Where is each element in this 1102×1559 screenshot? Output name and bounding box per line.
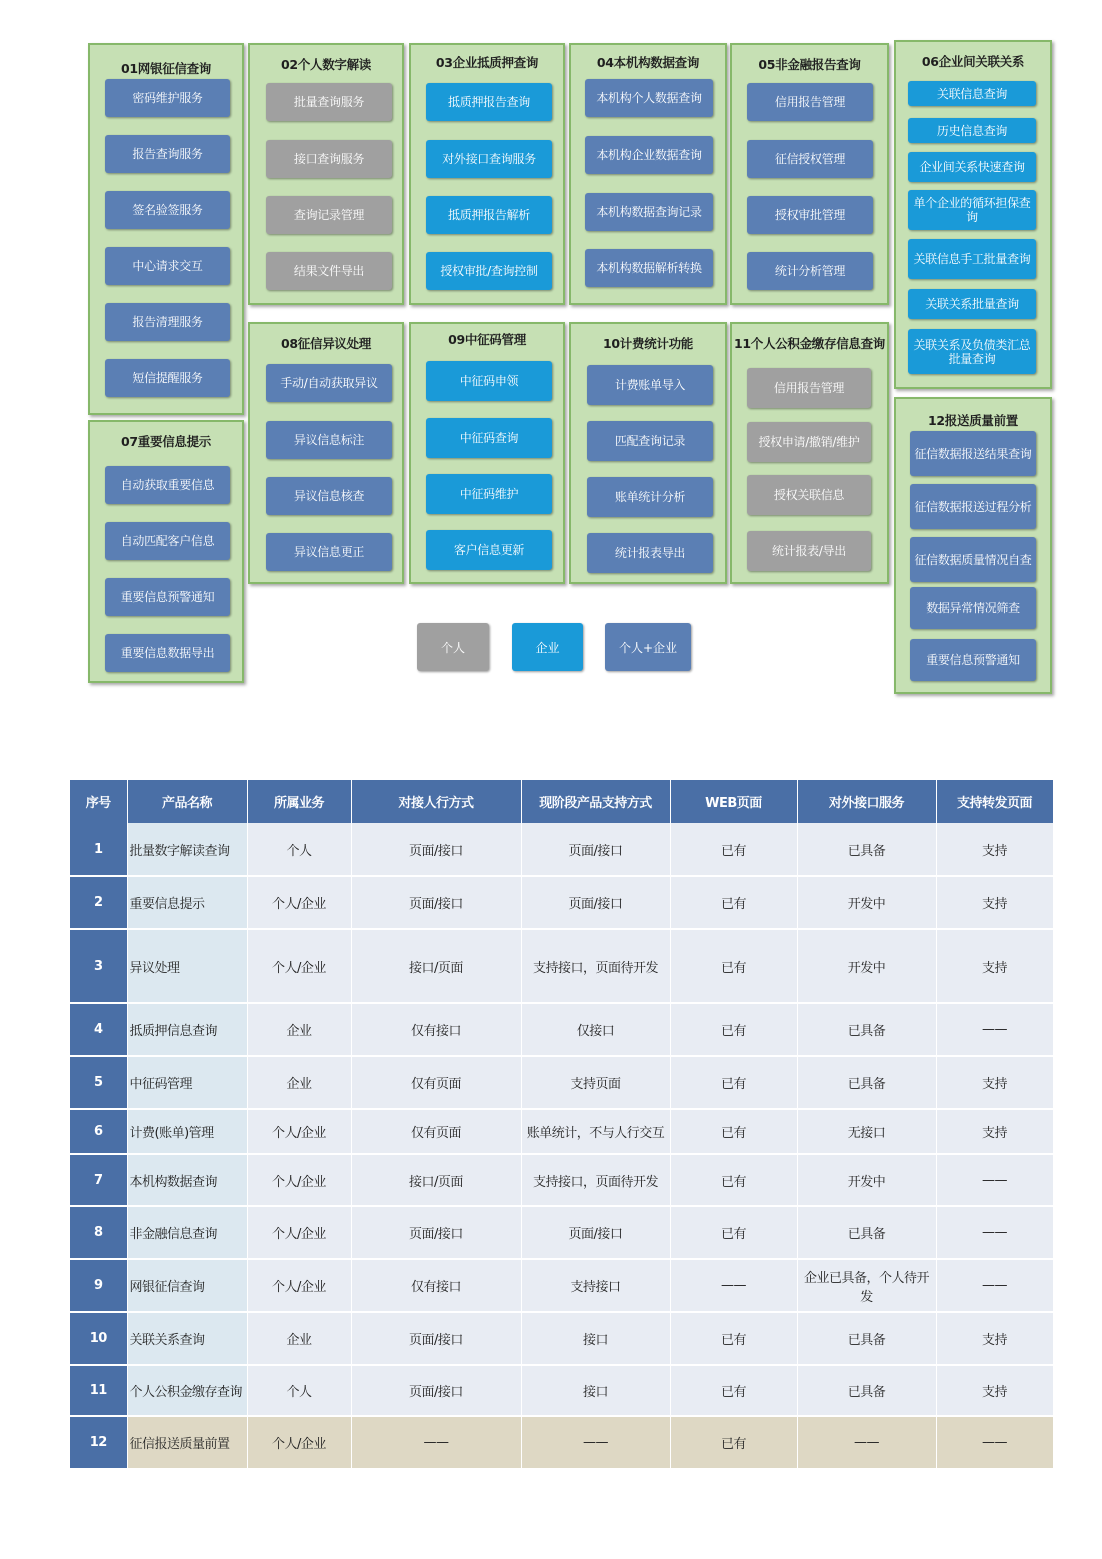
col-product-name-cell: 关联关系查询 <box>127 1312 247 1365</box>
function-item[interactable]: 授权申请/撤销/维护 <box>747 422 871 462</box>
table-row <box>70 1109 1053 1154</box>
col-web-page-cell: 已有 <box>670 1365 797 1416</box>
col-business-cell: 个人 <box>247 1365 351 1416</box>
legend-item-both: 个人+企业 <box>605 623 691 671</box>
function-item[interactable]: 数据异常情况筛查 <box>910 587 1036 629</box>
function-item[interactable]: 统计报表/导出 <box>747 531 871 571</box>
col-connection-cell: 页面/接口 <box>351 876 521 929</box>
col-index-cell: 7 <box>70 1154 127 1206</box>
panel-p02 <box>248 43 404 305</box>
table-row <box>70 1312 1053 1365</box>
panel-p03 <box>409 43 565 305</box>
header-col-index: 序号 <box>70 780 127 823</box>
col-api-service-cell: 已具备 <box>797 1003 936 1056</box>
col-connection-cell: 仅有页面 <box>351 1109 521 1154</box>
function-item[interactable]: 异议信息核查 <box>266 477 392 515</box>
panel-p01 <box>88 43 244 415</box>
col-business-cell: 企业 <box>247 1003 351 1056</box>
col-index-cell: 5 <box>70 1056 127 1109</box>
col-support-mode-cell: 支持页面 <box>521 1056 670 1109</box>
col-api-service-cell: 已具备 <box>797 1312 936 1365</box>
col-api-service-cell: 开发中 <box>797 929 936 1003</box>
col-web-page-cell: 已有 <box>670 1003 797 1056</box>
function-item[interactable]: 抵质押报告解析 <box>426 196 552 234</box>
col-connection-cell: 页面/接口 <box>351 1312 521 1365</box>
panel-p06 <box>894 40 1052 389</box>
function-item[interactable]: 中心请求交互 <box>105 247 230 285</box>
col-forward-page-cell: 支持 <box>936 1365 1053 1416</box>
function-item[interactable]: 重要信息数据导出 <box>105 634 230 672</box>
col-connection-cell: 仅有接口 <box>351 1003 521 1056</box>
function-item[interactable]: 关联关系批量查询 <box>908 289 1036 319</box>
function-item[interactable]: 中征码维护 <box>426 474 552 514</box>
col-forward-page-cell: 支持 <box>936 929 1053 1003</box>
table-header-row <box>70 780 1053 823</box>
col-business-cell: 个人/企业 <box>247 1154 351 1206</box>
function-item[interactable]: 统计分析管理 <box>747 252 873 290</box>
col-index-cell: 11 <box>70 1365 127 1416</box>
col-forward-page-cell: —— <box>936 1154 1053 1206</box>
col-forward-page-cell: —— <box>936 1259 1053 1312</box>
col-index-cell: 8 <box>70 1206 127 1259</box>
panel-p07 <box>88 420 244 683</box>
panel-p08 <box>248 322 404 584</box>
col-support-mode-cell: 支持接口，页面待开发 <box>521 929 670 1003</box>
col-support-mode-cell: 账单统计，不与人行交互 <box>521 1109 670 1154</box>
function-item[interactable]: 账单统计分析 <box>587 477 713 517</box>
col-connection-cell: 接口/页面 <box>351 929 521 1003</box>
col-web-page-cell: 已有 <box>670 1154 797 1206</box>
table-row <box>70 1259 1053 1312</box>
function-item[interactable]: 对外接口查询服务 <box>426 140 552 178</box>
col-web-page-cell: 已有 <box>670 1312 797 1365</box>
col-web-page-cell: 已有 <box>670 1416 797 1469</box>
col-product-name-cell: 异议处理 <box>127 929 247 1003</box>
function-item[interactable]: 批量查询服务 <box>266 83 392 121</box>
function-item[interactable]: 重要信息预警通知 <box>910 639 1036 681</box>
col-web-page-cell: 已有 <box>670 1056 797 1109</box>
panel-title: 10计费统计功能 <box>603 336 693 351</box>
col-connection-cell: 页面/接口 <box>351 1365 521 1416</box>
col-business-cell: 个人/企业 <box>247 1206 351 1259</box>
col-forward-page-cell: —— <box>936 1416 1053 1469</box>
function-item[interactable]: 征信数据报送过程分析 <box>910 484 1036 529</box>
col-business-cell: 个人 <box>247 823 351 876</box>
col-forward-page-cell: 支持 <box>936 1312 1053 1365</box>
legend-item-personal: 个人 <box>417 623 489 671</box>
panel-title: 12报送质量前置 <box>928 413 1018 428</box>
function-item[interactable]: 结果文件导出 <box>266 252 392 290</box>
panel-title: 11个人公积金缴存信息查询 <box>734 336 885 351</box>
panel-title: 07重要信息提示 <box>121 434 211 449</box>
function-item[interactable]: 关联信息查询 <box>908 81 1036 106</box>
col-connection-cell: 仅有接口 <box>351 1259 521 1312</box>
col-business-cell: 个人/企业 <box>247 929 351 1003</box>
col-api-service-cell: 开发中 <box>797 876 936 929</box>
function-item[interactable]: 抵质押报告查询 <box>426 83 552 121</box>
header-col-business: 所属业务 <box>247 780 351 823</box>
function-item[interactable]: 信用报告管理 <box>747 83 873 121</box>
panel-title: 06企业间关联关系 <box>921 54 1025 69</box>
col-index-cell: 9 <box>70 1259 127 1312</box>
function-item[interactable]: 征信数据质量情况自查 <box>910 537 1036 582</box>
header-col-support-mode: 现阶段产品支持方式 <box>521 780 670 823</box>
product-table <box>70 780 1054 1470</box>
panel-title: 04本机构数据查询 <box>596 55 700 70</box>
function-item[interactable]: 报告清理服务 <box>105 303 230 341</box>
col-connection-cell: 仅有页面 <box>351 1056 521 1109</box>
panel-p12 <box>894 397 1052 694</box>
col-support-mode-cell: —— <box>521 1416 670 1469</box>
table-row <box>70 1056 1053 1109</box>
col-index-cell: 12 <box>70 1416 127 1469</box>
col-api-service-cell: 已具备 <box>797 823 936 876</box>
function-item[interactable]: 匹配查询记录 <box>587 421 713 461</box>
function-item[interactable]: 授权审批/查询控制 <box>426 252 552 290</box>
function-item[interactable]: 报告查询服务 <box>105 135 230 173</box>
col-forward-page-cell: 支持 <box>936 823 1053 876</box>
col-api-service-cell: —— <box>797 1416 936 1469</box>
function-item[interactable]: 本机构数据解析转换 <box>585 249 713 287</box>
function-item[interactable]: 异议信息标注 <box>266 421 392 459</box>
table-row <box>70 876 1053 929</box>
function-item[interactable]: 密码维护服务 <box>105 79 230 117</box>
col-support-mode-cell: 接口 <box>521 1365 670 1416</box>
panel-title: 02个人数字解读 <box>281 57 371 72</box>
col-connection-cell: 页面/接口 <box>351 823 521 876</box>
col-business-cell: 企业 <box>247 1312 351 1365</box>
function-item[interactable]: 征信数据报送结果查询 <box>910 431 1036 476</box>
function-item[interactable]: 授权审批管理 <box>747 196 873 234</box>
function-item[interactable]: 关联关系及负债类汇总批量查询 <box>908 329 1036 374</box>
function-item[interactable]: 征信授权管理 <box>747 140 873 178</box>
function-item[interactable]: 本机构个人数据查询 <box>585 79 713 117</box>
col-web-page-cell: 已有 <box>670 929 797 1003</box>
header-col-forward-page: 支持转发页面 <box>936 780 1053 823</box>
table-row <box>70 929 1053 1003</box>
panel-p09 <box>409 322 565 584</box>
table-row <box>70 1416 1053 1469</box>
table-row <box>70 1003 1053 1056</box>
col-forward-page-cell: 支持 <box>936 1109 1053 1154</box>
function-item[interactable]: 本机构企业数据查询 <box>585 136 713 174</box>
function-item[interactable]: 计费账单导入 <box>587 365 713 405</box>
function-item[interactable]: 历史信息查询 <box>908 118 1036 143</box>
col-web-page-cell: 已有 <box>670 1206 797 1259</box>
panel-p11 <box>730 322 889 584</box>
function-item[interactable]: 异议信息更正 <box>266 533 392 571</box>
col-business-cell: 个人/企业 <box>247 1109 351 1154</box>
function-item[interactable]: 中征码申领 <box>426 361 552 401</box>
header-col-api-service: 对外接口服务 <box>797 780 936 823</box>
col-support-mode-cell: 页面/接口 <box>521 876 670 929</box>
col-connection-cell: 页面/接口 <box>351 1206 521 1259</box>
header-col-web-page: WEB页面 <box>670 780 797 823</box>
function-item[interactable]: 中征码查询 <box>426 418 552 458</box>
col-business-cell: 个人/企业 <box>247 1416 351 1469</box>
col-forward-page-cell: —— <box>936 1206 1053 1259</box>
panel-p04 <box>569 43 727 305</box>
function-item[interactable]: 重要信息预警通知 <box>105 578 230 616</box>
col-business-cell: 个人/企业 <box>247 1259 351 1312</box>
col-product-name-cell: 重要信息提示 <box>127 876 247 929</box>
header-col-connection: 对接人行方式 <box>351 780 521 823</box>
col-index-cell: 3 <box>70 929 127 1003</box>
col-web-page-cell: 已有 <box>670 1109 797 1154</box>
panel-title: 08征信异议处理 <box>281 336 371 351</box>
panel-p10 <box>569 322 727 584</box>
col-support-mode-cell: 支持接口 <box>521 1259 670 1312</box>
col-product-name-cell: 征信报送质量前置 <box>127 1416 247 1469</box>
function-item[interactable]: 授权关联信息 <box>747 475 871 515</box>
function-item[interactable]: 统计报表导出 <box>587 533 713 573</box>
col-forward-page-cell: —— <box>936 1003 1053 1056</box>
function-item[interactable]: 自动获取重要信息 <box>105 466 230 504</box>
function-item[interactable]: 企业间关系快速查询 <box>908 152 1036 182</box>
col-product-name-cell: 个人公积金缴存查询 <box>127 1365 247 1416</box>
col-connection-cell: —— <box>351 1416 521 1469</box>
col-index-cell: 6 <box>70 1109 127 1154</box>
col-support-mode-cell: 支持接口，页面待开发 <box>521 1154 670 1206</box>
col-business-cell: 个人/企业 <box>247 876 351 929</box>
col-support-mode-cell: 接口 <box>521 1312 670 1365</box>
col-product-name-cell: 批量数字解读查询 <box>127 823 247 876</box>
col-api-service-cell: 已具备 <box>797 1206 936 1259</box>
panel-title: 09中征码管理 <box>448 332 526 347</box>
col-index-cell: 1 <box>70 823 127 876</box>
col-web-page-cell: —— <box>670 1259 797 1312</box>
col-forward-page-cell: 支持 <box>936 1056 1053 1109</box>
col-product-name-cell: 网银征信查询 <box>127 1259 247 1312</box>
col-forward-page-cell: 支持 <box>936 876 1053 929</box>
function-item[interactable]: 单个企业的循环担保查询 <box>908 190 1036 230</box>
col-index-cell: 10 <box>70 1312 127 1365</box>
col-support-mode-cell: 页面/接口 <box>521 1206 670 1259</box>
col-support-mode-cell: 仅接口 <box>521 1003 670 1056</box>
function-item[interactable]: 手动/自动获取异议 <box>266 364 392 402</box>
col-api-service-cell: 开发中 <box>797 1154 936 1206</box>
function-item[interactable]: 短信提醒服务 <box>105 359 230 397</box>
function-item[interactable]: 自动匹配客户信息 <box>105 522 230 560</box>
col-api-service-cell: 企业已具备，个人待开发 <box>797 1259 936 1312</box>
panel-p05 <box>730 43 889 305</box>
col-product-name-cell: 非金融信息查询 <box>127 1206 247 1259</box>
table-row <box>70 1206 1053 1259</box>
col-business-cell: 企业 <box>247 1056 351 1109</box>
panel-title: 03企业抵质押查询 <box>435 55 539 70</box>
legend-item-enterprise: 企业 <box>512 623 583 671</box>
function-item[interactable]: 信用报告管理 <box>747 368 871 408</box>
col-product-name-cell: 计费(账单)管理 <box>127 1109 247 1154</box>
function-item[interactable]: 本机构数据查询记录 <box>585 193 713 231</box>
col-product-name-cell: 中征码管理 <box>127 1056 247 1109</box>
col-index-cell: 4 <box>70 1003 127 1056</box>
function-item[interactable]: 关联信息手工批量查询 <box>908 239 1036 279</box>
panel-title: 05非金融报告查询 <box>758 57 861 72</box>
col-product-name-cell: 抵质押信息查询 <box>127 1003 247 1056</box>
table-row <box>70 823 1053 876</box>
table-row <box>70 1154 1053 1206</box>
col-index-cell: 2 <box>70 876 127 929</box>
panel-title: 01网银征信查询 <box>121 61 211 76</box>
col-support-mode-cell: 页面/接口 <box>521 823 670 876</box>
function-item[interactable]: 查询记录管理 <box>266 196 392 234</box>
col-connection-cell: 接口/页面 <box>351 1154 521 1206</box>
function-item[interactable]: 签名验签服务 <box>105 191 230 229</box>
col-web-page-cell: 已有 <box>670 876 797 929</box>
col-api-service-cell: 已具备 <box>797 1056 936 1109</box>
col-product-name-cell: 本机构数据查询 <box>127 1154 247 1206</box>
header-col-product-name: 产品名称 <box>127 780 247 823</box>
function-item[interactable]: 接口查询服务 <box>266 140 392 178</box>
col-api-service-cell: 已具备 <box>797 1365 936 1416</box>
function-item[interactable]: 客户信息更新 <box>426 530 552 570</box>
col-api-service-cell: 无接口 <box>797 1109 936 1154</box>
table-row <box>70 1365 1053 1416</box>
col-web-page-cell: 已有 <box>670 823 797 876</box>
